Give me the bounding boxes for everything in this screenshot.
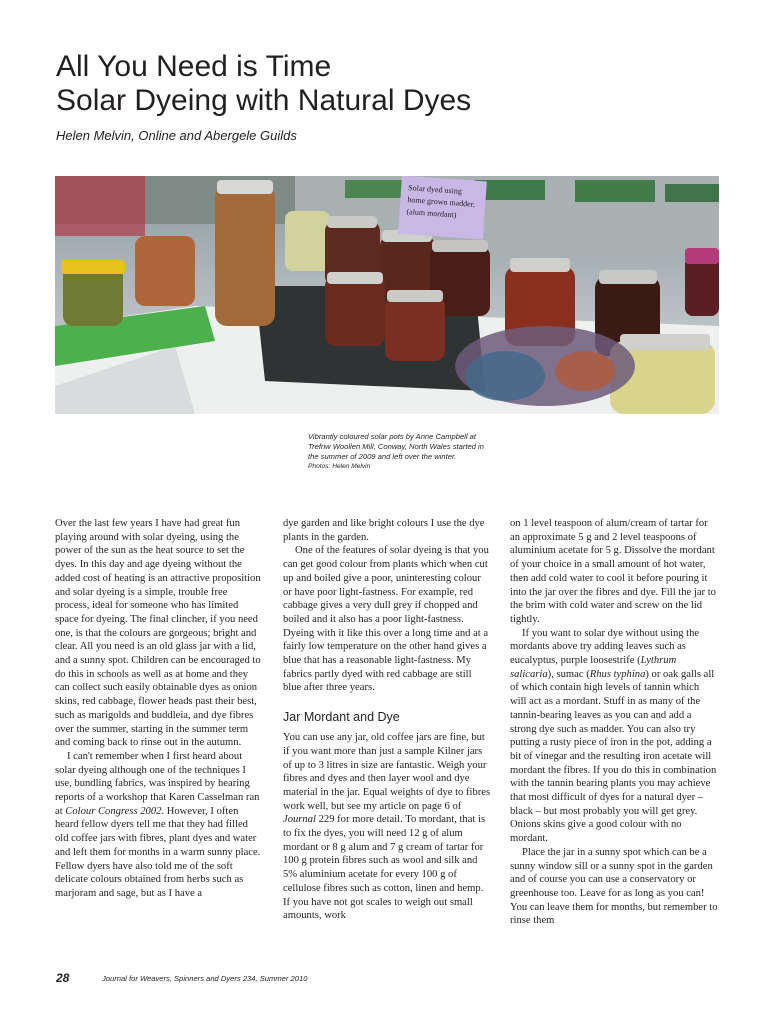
paragraph: Place the jar in a sunny spot which can be a sunny window sill or a sunny spot in the garden and of course you can use a conservatory or greenhouse too. Leave for as long as you can! You can leave them for months, but remember to rinse them	[510, 846, 718, 927]
text-run: If you want to solar dye without using the mordants above try adding leaves such as eucalyptus, purple loosestrife (	[510, 627, 700, 667]
text-run: . However, I often heard fellow dyers tell me that they had filled old coffee jars with fibres, plant dyes and water and left them for months in a warm sunny place. Fellow dyers have also told me of the soft delicate colours obtained from herbs such as marjoram and sage, but as I have a	[55, 805, 261, 899]
text-run: ), sumac (	[547, 668, 590, 680]
paragraph	[283, 731, 491, 923]
emphasis: Rhus typhina	[589, 668, 646, 680]
paragraph: Over the last few years I have had great fun playing around with solar dyeing, using the power of the sun as the heat source to set the dyes. In this day and age dyeing without the added cost of heating is an attractive proposition and solar dyeing is a simple, trouble free process, ideal for someone who has limited space for dyeing. The final clincher, if you need one, is that the colours are gorgeous; bright and clear. All you need is an old glass jar with a lid, and a sunny spot. Children can be encouraged to do this in schools as well as at home and they can collect such easily obtainable dyes as onion skins, red cabbage, flower heads past their best, such as marigolds and buddleia, and dye fibres over the summer, starting in the summer term and coming back to rinse out in the autumn.	[55, 518, 261, 749]
emphasis: Colour Congress 2002	[65, 805, 162, 817]
article-photo	[55, 176, 719, 414]
text-run: I can't remember when I first heard about solar dyeing although one of the techniques I use, bundling fabrics, was inspired by hearing reports of a workshop that Karen Casselman ran at	[55, 750, 260, 817]
text-column-1	[55, 517, 263, 901]
paragraph	[510, 627, 718, 846]
journal-citation: Journal for Weavers, Spinners and Dyers 234, Summer 2010	[102, 974, 308, 983]
paragraph	[55, 750, 263, 901]
text-run: You can use any jar, old coffee jars are fine, but if you want more than just a sample Kilner jars of up to 3 litres in size are fantastic. Weigh your fibres and dyes and then layer wool and dye material in the jar. Equal weights of dye to fibres work well, but see my article on page 6 of	[283, 732, 491, 812]
text-run: ) or oak galls all of which contain high levels of tannin which will act as a mordant. Stuff in as many of the tannin-bearing leaves as you can and add a strong dye such as madder. You can also try putting a rusty piece of iron in the pot, adding a bit of vinegar and the resulting iron acetate will mordant the fibres. If you do this in combination with the tannin bearing plants you may achieve that most difficult of dyes for a natural dyer – black – but most probably you will get grey. Onions skins give a good colour with no mordant.	[510, 668, 717, 845]
text-column-2	[283, 517, 491, 923]
title-line-1: All You Need is Time	[56, 50, 332, 83]
photo-sign-line-3: (alum mordant)	[406, 207, 457, 220]
article-title	[56, 50, 716, 118]
caption-text: Vibrantly coloured solar pots by Anne Campbell at Trefriw Woollen Mill, Conway, North Wales started in the summer of 2009 and left over the winter.	[308, 432, 484, 461]
emphasis: Journal	[283, 814, 316, 826]
text-column-3	[510, 517, 718, 928]
paragraph: dye garden and like bright colours I use the dye plants in the garden.	[283, 518, 485, 543]
page-number: 28	[56, 971, 70, 985]
emphasis: Lythrum salicaria	[510, 655, 677, 680]
paragraph: One of the features of solar dyeing is that you can get good colour from plants which when cut up and boiled give a poor, uninteresting colour or have poor light-fastness. For example, red cabbage gives a very dull grey if chopped and boiled and it also has a poor light-fastness. Dyeing with it like this over a long time and at a fairly low temperature on the other hand gives a blue that has a reasonable light-fastness. My fabrics partly dyed with red cabbage are still blue after three years.	[283, 545, 489, 694]
paragraph: on 1 level teaspoon of alum/cream of tartar for an approximate 5 g and 2 level teaspoons of aluminium acetate for 5 g. Dissolve the mordant of your choice in a small amount of hot water, then add cold water to cool it before pouring it into the jar over the fibres and dye. Fill the jar to the brim with cold water and screw on the lid tightly.	[510, 518, 716, 625]
section-heading: Jar Mordant and Dye	[283, 710, 400, 725]
solar-jars-photo	[55, 176, 719, 414]
page-footer	[56, 971, 716, 985]
title-line-2: Solar Dyeing with Natural Dyes	[56, 84, 472, 117]
photo-caption	[308, 432, 488, 472]
photo-sign-line-1: Solar dyed using	[407, 183, 463, 196]
byline: Helen Melvin, Online and Abergele Guilds	[56, 128, 297, 143]
text-run: 229 for more detail. To mordant, that is to fix the dyes, you will need 12 g of alum mordant or 8 g alum and 7 g cream of tartar for 100 g protein fibres such as wool and silk and 5% aluminium acetate for every 100 g of cellulose fibres such as cotton, linen and hemp. If you have not got scales to weigh out small amounts, work	[283, 814, 486, 922]
caption-credit: Photos: Helen Melvin	[308, 463, 371, 470]
photo-sign-line-2: home grown madder,	[407, 195, 476, 209]
